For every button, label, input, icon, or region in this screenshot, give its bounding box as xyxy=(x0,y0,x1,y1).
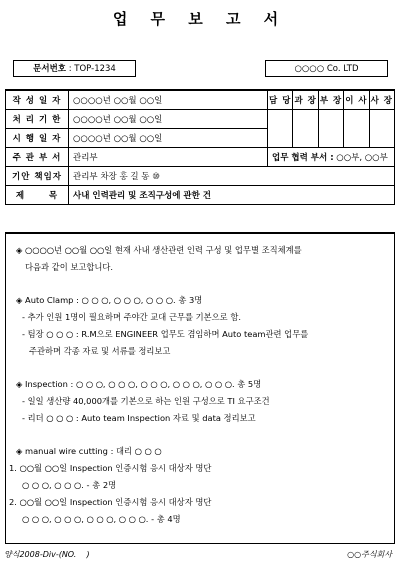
body-line: ○ ○ ○, ○ ○ ○, ○ ○ ○, ○ ○ ○. - 총 4명 xyxy=(22,514,181,524)
company-name: ○○○○ Co. LTD xyxy=(265,60,388,77)
body-line: ○ ○ ○, ○ ○ ○. - 총 2명 xyxy=(22,480,117,490)
value-subject: 사내 인력관리 및 조직구성에 관한 건 xyxy=(69,185,395,204)
body-line: ◈ ○○○○년 ○○월 ○○일 현재 사내 생산관련 인력 구성 및 업무별 조직체계를 xyxy=(16,245,302,255)
signature-box-department-head xyxy=(318,109,343,147)
value-department: 관리부 xyxy=(69,147,268,166)
value-deadline: ○○○○년 ○○월 ○○일 xyxy=(69,109,268,128)
label-effective-date: 시 행 일 자 xyxy=(6,128,69,147)
info-row-date xyxy=(6,90,395,109)
label-deadline: 처 리 기 한 xyxy=(6,109,69,128)
body-line: ◈ manual wire cutting : 대리 ○ ○ ○ xyxy=(16,446,162,456)
doc-number-box xyxy=(13,60,136,77)
document-title: 업 무 보 고 서 xyxy=(112,10,288,28)
body-line: - 추가 인원 1명이 필요하며 주야간 교대 근무를 기본으로 함. xyxy=(22,312,241,322)
value-written-date: ○○○○년 ○○월 ○○일 xyxy=(69,90,268,109)
body-line: ◈ Auto Clamp : ○ ○ ○, ○ ○ ○, ○ ○ ○. 총 3명 xyxy=(16,295,203,305)
body-line: 1. ○○월 ○○일 Inspection 인증시험 응시 대상자 명단 xyxy=(9,463,212,473)
approval-department-head: 부 장 xyxy=(318,90,343,109)
signature-box-staff xyxy=(268,109,293,147)
body-line: ◈ Inspection : ○ ○ ○, ○ ○ ○, ○ ○ ○, ○ ○ ○, ○ ○ ○. 총 5명 xyxy=(16,379,262,389)
cooperation-label: 업무 협력 부서 : xyxy=(272,152,334,163)
approval-director: 이 사 xyxy=(344,90,369,109)
info-row-deadline xyxy=(6,109,395,128)
signature-box-president xyxy=(369,109,394,147)
report-body xyxy=(5,232,395,544)
approval-manager: 과 장 xyxy=(293,90,318,109)
label-subject: 제 목 xyxy=(6,185,69,204)
body-line: - 리더 ○ ○ ○ : Auto team Inspection 자료 및 data 정리보고 xyxy=(22,413,256,423)
cooperation-cell xyxy=(268,147,395,166)
signature-box-manager xyxy=(293,109,318,147)
info-row-drafter xyxy=(6,166,395,185)
info-row-department xyxy=(6,147,395,166)
signature-box-director xyxy=(344,109,369,147)
info-row-subject xyxy=(6,185,395,204)
label-written-date: 작 성 일 자 xyxy=(6,90,69,109)
body-line: 다음과 같이 보고합니다. xyxy=(25,262,114,272)
approval-staff: 담 당 xyxy=(268,90,293,109)
form-number: 양식2008-Div-(NO. ) xyxy=(4,550,90,559)
value-drafter: 관리부 차장 홍 길 동 ⑩ xyxy=(69,166,395,185)
body-line: - 일일 생산량 40,000개를 기본으로 하는 인원 구성으로 TI 요구조건 xyxy=(22,396,270,406)
label-drafter: 기안 책임자 xyxy=(6,166,69,185)
body-line: 2. ○○월 ○○일 Inspection 인증시험 응시 대상자 명단 xyxy=(9,497,212,507)
company-footer: ○○주식회사 xyxy=(347,550,392,559)
approval-president: 사 장 xyxy=(369,90,394,109)
doc-number-label: 문서번호 xyxy=(33,64,67,74)
doc-number-value: : TOP-1234 xyxy=(68,64,116,74)
cooperation-value: ○○부, ○○부 xyxy=(336,152,388,163)
info-table xyxy=(5,89,395,205)
value-effective-date: ○○○○년 ○○월 ○○일 xyxy=(69,128,268,147)
body-line: 주관하며 각종 자료 및 서류를 정리보고 xyxy=(29,346,171,356)
body-line: - 팀장 ○ ○ ○ : R.M으로 ENGINEER 업무도 겸임하며 Auto team관련 업무를 xyxy=(22,329,309,339)
label-department: 주 관 부 서 xyxy=(6,147,69,166)
